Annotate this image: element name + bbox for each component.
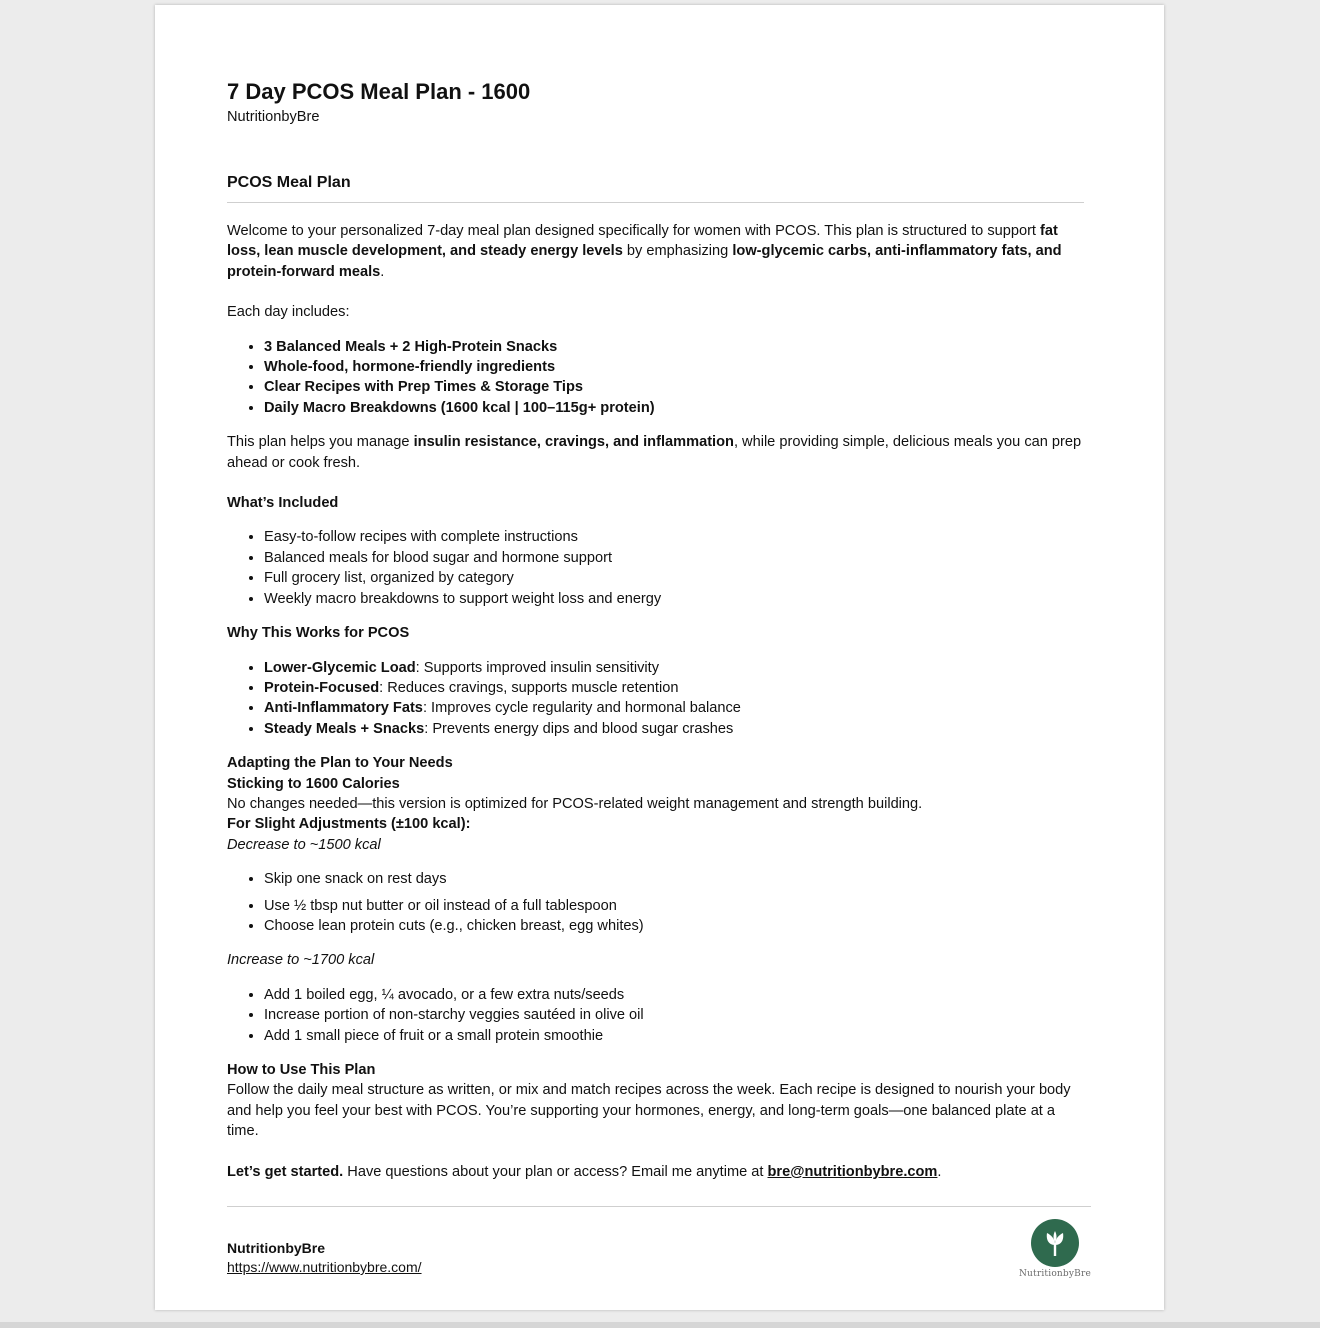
cta-paragraph [227, 1162, 1087, 1182]
list-item: • Use ½ tbsp nut butter or oil instead of a full tablespoon [264, 896, 1087, 916]
increase-list [227, 985, 1087, 1046]
list-item: • Clear Recipes with Prep Times & Storage Tips [264, 377, 1087, 397]
list-item [264, 658, 1087, 678]
viewer-bottom-bar [0, 1322, 1320, 1328]
why-heading: Why This Works for PCOS [227, 625, 410, 642]
email-link[interactable]: bre@nutritionbybre.com [767, 1163, 938, 1180]
list-item: • Full grocery list, organized by category [264, 568, 1087, 588]
intro-bold-1: fat loss, lean muscle development, and steady energy levels [227, 223, 1058, 260]
logo-wordmark: NutritionbyBre [1018, 1269, 1092, 1279]
section-heading: PCOS Meal Plan [227, 173, 1084, 203]
why-list [227, 658, 1087, 740]
helps-text-1: This plan helps you manage [227, 434, 414, 451]
why-desc: : Prevents energy dips and blood sugar crashes [424, 720, 734, 737]
list-item: • Balanced meals for blood sugar and hormone support [264, 548, 1087, 568]
howto-heading: How to Use This Plan [227, 1062, 376, 1078]
list-item [264, 678, 1087, 698]
brand-logo [1013, 1219, 1097, 1279]
why-term: Lower-Glycemic Load [264, 659, 416, 676]
decrease-label: Decrease to ~1500 kcal [227, 836, 381, 853]
helps-text-2: , while providing simple, delicious meals you can prep ahead or cook fresh. [227, 434, 1082, 471]
list-item: • 3 Balanced Meals + 2 High-Protein Snacks [264, 337, 1087, 357]
intro-text-1: Welcome to your personalized 7-day meal plan designed specifically for women with PCOS. This plan is structured to support [227, 223, 1041, 239]
why-term: Anti-Inflammatory Fats [264, 700, 423, 717]
why-term: Steady Meals + Snacks [264, 720, 425, 737]
why-desc: : Improves cycle regularity and hormonal balance [422, 700, 741, 717]
increase-label: Increase to ~1700 kcal [227, 952, 375, 969]
helps-bold: insulin resistance, cravings, and inflammation [413, 434, 734, 451]
cta-text: Have questions about your plan or access? Email me anytime at [343, 1163, 768, 1180]
document-page [155, 5, 1164, 1310]
sticking-text: No changes needed—this version is optimized for PCOS-related weight management and strength building. [227, 795, 923, 812]
cta-end: . [937, 1163, 942, 1180]
footer-divider [227, 1206, 1091, 1207]
page-title: 7 Day PCOS Meal Plan - 1600 [227, 79, 531, 104]
list-item [264, 698, 1087, 718]
howto-text: Follow the daily meal structure as written, or mix and match recipes across the week. Each recipe is designed to nourish your body and help you feel your best with PCOS. You’re supporting your hormones, energy, and long-term goals—one balanced plate at a time. [227, 1082, 1071, 1140]
why-desc: : Supports improved insulin sensitivity [415, 659, 659, 676]
intro-text-2: by emphasizing [622, 243, 733, 260]
why-desc: : Reduces cravings, supports muscle retention [379, 679, 679, 696]
each-day-list [227, 337, 1087, 419]
whats-included-list [227, 527, 1087, 609]
why-term: Protein-Focused [264, 679, 380, 696]
adapt-heading: Adapting the Plan to Your Needs [227, 755, 453, 772]
intro-paragraph [227, 221, 1087, 282]
list-item: • Whole-food, hormone-friendly ingredients [264, 357, 1087, 377]
list-item: • Daily Macro Breakdowns (1600 kcal | 100–115g+ protein) [264, 398, 1087, 418]
list-item: • Add 1 boiled egg, ¼ avocado, or a few extra nuts/seeds [264, 985, 1087, 1005]
list-item: • Add 1 small piece of fruit or a small protein smoothie [264, 1026, 1087, 1046]
brand-subtitle: NutritionbyBre [227, 109, 320, 125]
sticking-heading: Sticking to 1600 Calories [227, 775, 400, 792]
whats-included-heading: What’s Included [227, 495, 339, 512]
list-item: • Skip one snack on rest days [264, 869, 1087, 889]
helps-paragraph [227, 432, 1087, 473]
list-item: • Easy-to-follow recipes with complete instructions [264, 527, 1087, 547]
list-item: • Choose lean protein cuts (e.g., chicken breast, egg whites) [264, 916, 1087, 936]
list-item: • Weekly macro breakdowns to support weight loss and energy [264, 589, 1087, 609]
cta-bold: Let’s get started. [227, 1163, 344, 1180]
footer-website-link[interactable]: https://www.nutritionbybre.com/ [227, 1259, 422, 1275]
intro-bold-2: low-glycemic carbs, anti-inflammatory fats, and protein-forward meals [227, 243, 1062, 280]
intro-text-3: . [380, 263, 385, 280]
adjustments-heading: For Slight Adjustments (±100 kcal): [227, 816, 471, 833]
list-item: • Increase portion of non-starchy veggies sautéed in olive oil [264, 1005, 1087, 1025]
decrease-list [227, 869, 1087, 936]
each-day-label: Each day includes: [227, 304, 350, 321]
leaf-logo-icon [1031, 1219, 1079, 1267]
footer-brand: NutritionbyBre [227, 1240, 325, 1256]
document-body [227, 221, 1087, 1182]
list-item [264, 719, 1087, 739]
